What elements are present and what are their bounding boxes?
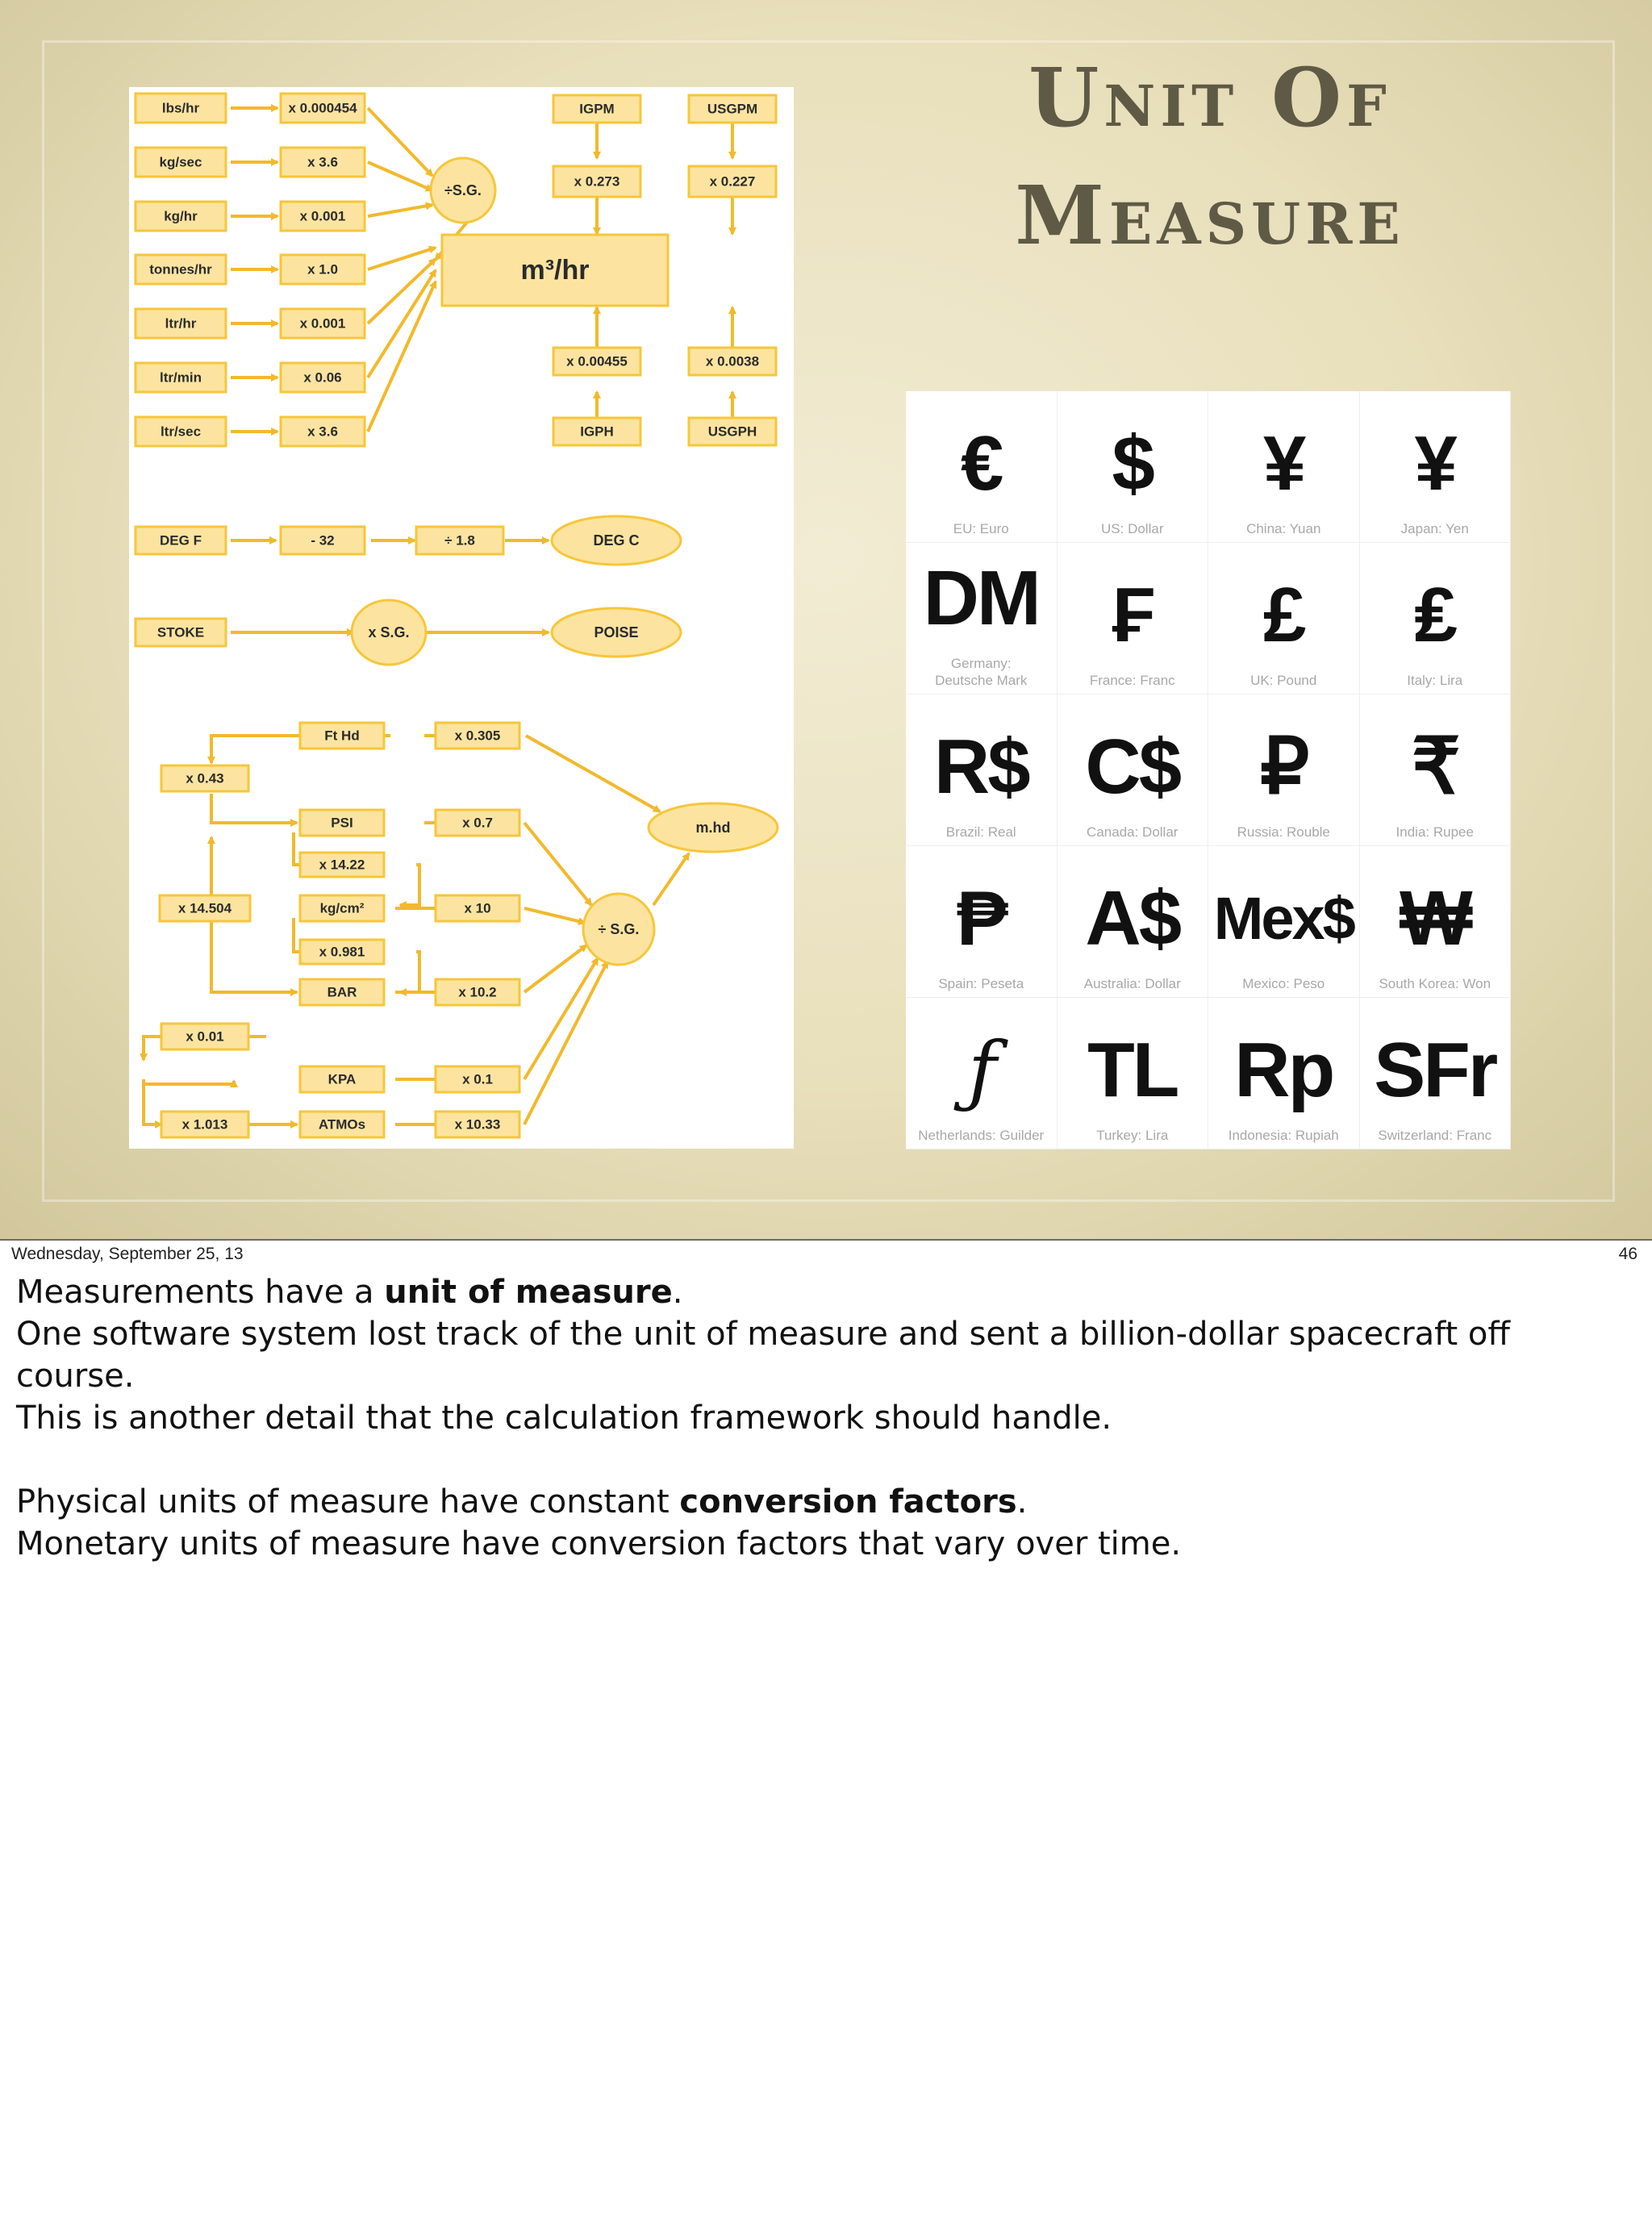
bar-box-label: BAR [327, 984, 357, 1000]
flow-arrow [368, 205, 432, 216]
psi-box-label: PSI [331, 815, 353, 831]
currency-cell [906, 543, 1058, 695]
presenter-notes [16, 1271, 1637, 1565]
currency-cell [1208, 695, 1360, 846]
notes-line-2: One software system lost track of the unit of measure and sent a billion-dollar spacecraft off [16, 1316, 1510, 1353]
minus32-box-label: - 32 [311, 532, 335, 549]
currency-caption: US: Dollar [1101, 521, 1164, 536]
notes-text: Measurements have a [16, 1274, 385, 1311]
x043-box-label: x 0.43 [186, 770, 224, 786]
poise-node-label: POISE [594, 624, 639, 640]
flow-arrow [368, 248, 436, 269]
currency-cell [1360, 543, 1512, 695]
flow-arrow [524, 945, 586, 992]
kpa-box-label: KPA [327, 1071, 357, 1087]
flow-arrow [524, 908, 585, 923]
fthd-box-label: Ft Hd [324, 728, 360, 744]
currency-caption: EU: Euro [953, 521, 1009, 536]
flow-arrow [144, 1079, 234, 1084]
notes-line-5 [16, 1481, 1637, 1523]
slide-title [920, 39, 1500, 274]
notes-text: . [672, 1274, 683, 1311]
flow-unit-box-label: ltr/min [160, 369, 202, 386]
title-line-2: Measure [1015, 168, 1405, 263]
currency-symbol: Mex$ [1213, 885, 1354, 952]
unit-conversion-diagram [129, 87, 794, 1149]
currency-symbol: £ [1263, 572, 1304, 658]
x1013-box-label: x 1.013 [181, 1116, 228, 1133]
currency-symbol: ₱ [956, 875, 1006, 962]
currency-cell [1208, 846, 1360, 998]
igpm-factor-box-label: x 0.273 [574, 173, 620, 190]
flow-factor-box-label: x 0.06 [303, 369, 342, 386]
flow-arrow [368, 259, 436, 323]
currency-symbol: ₽ [1260, 724, 1308, 810]
currency-symbol: ₩ [1399, 875, 1471, 962]
atmos-box-label: ATMOs [318, 1116, 366, 1133]
sg-divide-node-label: ÷S.G. [444, 182, 482, 198]
flow-arrow [653, 853, 689, 905]
currency-symbol: A$ [1085, 875, 1180, 962]
currency-caption: Netherlands: Guilder [918, 1128, 1045, 1143]
flow-arrow [526, 736, 660, 811]
notes-line-1 [16, 1271, 1637, 1313]
currency-cell [1360, 998, 1512, 1149]
flow-unit-box-label: ltr/sec [160, 423, 202, 440]
kgcm2-box-label: kg/cm² [319, 900, 365, 916]
currency-symbol: SFr [1374, 1027, 1496, 1113]
usgpm-factor-box-label: x 0.227 [709, 173, 756, 190]
currency-symbol: R$ [933, 724, 1028, 810]
currency-cell [906, 695, 1058, 846]
currency-caption: Turkey: Lira [1096, 1128, 1169, 1143]
kpa-factor-box-label: x 0.1 [462, 1071, 493, 1087]
currency-caption: Mexico: Peso [1242, 976, 1325, 991]
flow-unit-box-label: tonnes/hr [149, 261, 212, 277]
notes-spacer [16, 1439, 1637, 1481]
currency-cell [1208, 391, 1360, 543]
currency-symbol: ¥ [1414, 420, 1455, 507]
currency-cell [906, 391, 1058, 543]
stoke-box-label: STOKE [156, 624, 205, 640]
currency-symbol: ₣ [1112, 572, 1153, 658]
currency-cell [1360, 391, 1512, 543]
flow-arrow [211, 794, 297, 823]
igph-factor-box-label: x 0.00455 [566, 353, 628, 369]
flow-factor-box-label: x 0.001 [299, 315, 346, 332]
flow-factor-box-label: x 3.6 [307, 154, 338, 170]
x14504-box-label: x 14.504 [177, 900, 232, 916]
flow-factor-box-label: x 0.001 [299, 208, 346, 224]
currency-caption: Italy: Lira [1407, 673, 1463, 688]
currency-cell [1058, 391, 1209, 543]
currency-caption: Spain: Peseta [938, 976, 1024, 991]
fthd-factor-box-label: x 0.305 [454, 728, 501, 744]
flow-factor-box-label: x 1.0 [307, 261, 338, 277]
currency-symbol: C$ [1085, 724, 1180, 810]
usgpm-box-label: USGPM [707, 101, 758, 117]
flow-arrow [211, 926, 297, 992]
currency-cell [1360, 695, 1512, 846]
bar-factor-box-label: x 10.2 [458, 984, 497, 1000]
flow-unit-box-label: kg/sec [159, 154, 202, 170]
notes-line-6: Monetary units of measure have conversion factors that vary over time. [16, 1525, 1182, 1562]
notes-line-4: This is another detail that the calculation framework should handle. [16, 1400, 1112, 1437]
currency-caption: Japan: Yen [1400, 521, 1469, 536]
currency-cell [906, 846, 1058, 998]
flow-arrow [368, 282, 436, 432]
notes-text: . [1016, 1483, 1028, 1521]
igpm-box-label: IGPM [579, 101, 615, 117]
currency-cell [1208, 543, 1360, 695]
currency-symbol: ₹ [1411, 724, 1458, 810]
kgcm2-factor-box-label: x 10 [464, 900, 491, 916]
flow-arrow [524, 823, 591, 905]
flow-arrow [400, 865, 419, 905]
div18-box-label: ÷ 1.8 [444, 532, 475, 549]
flow-arrow [524, 962, 607, 1124]
currency-caption: Indonesia: Rupiah [1228, 1128, 1339, 1143]
notes-text: Physical units of measure have constant [16, 1483, 680, 1521]
currency-cell [1058, 998, 1209, 1149]
currency-caption: Brazil: Real [945, 824, 1016, 840]
currency-cell [1058, 846, 1209, 998]
currency-cell [906, 998, 1058, 1149]
x0981-box-label: x 0.981 [319, 944, 365, 960]
mhd-node-label: m.hd [695, 820, 731, 836]
x001-box-label: x 0.01 [186, 1028, 224, 1045]
currency-caption: Germany: Deutsche Mark [935, 656, 1028, 688]
title-line-1: Unit Of [1028, 50, 1391, 145]
x1422-box-label: x 14.22 [319, 857, 365, 873]
currency-caption: Australia: Dollar [1083, 976, 1181, 991]
currency-cell [1360, 846, 1512, 998]
notes-bold-term: unit of measure [384, 1274, 673, 1311]
flow-unit-box-label: kg/hr [164, 208, 198, 224]
conversion-flow-svg [129, 87, 794, 1149]
flow-factor-box-label: x 0.000454 [288, 100, 357, 116]
usgph-box-label: USGPH [707, 423, 757, 440]
xsg-node-label: x S.G. [368, 624, 410, 640]
currency-symbol: TL [1087, 1027, 1178, 1113]
flow-factor-box-label: x 3.6 [307, 423, 338, 440]
currency-cell [1058, 695, 1209, 846]
currency-caption: Russia: Rouble [1237, 824, 1330, 840]
currency-cell [1058, 543, 1209, 695]
currency-caption: France: Franc [1089, 673, 1175, 688]
usgph-factor-box-label: x 0.0038 [705, 353, 760, 369]
currency-symbol-grid [906, 391, 1511, 1149]
currency-symbol: ¥ [1263, 420, 1304, 507]
currency-symbol: € [961, 420, 1002, 507]
currency-cell [1208, 998, 1360, 1149]
currency-caption: China: Yuan [1246, 521, 1321, 536]
notes-line-3: course. [16, 1358, 135, 1395]
sg2-divide-node-label: ÷ S.G. [598, 921, 640, 937]
currency-symbol: ƒ [967, 1025, 995, 1116]
flow-unit-box-label: ltr/hr [165, 315, 197, 332]
igph-box-label: IGPH [580, 423, 614, 440]
flow-arrow [524, 958, 598, 1079]
currency-caption: South Korea: Won [1379, 976, 1491, 991]
currency-symbol: DM [923, 555, 1039, 641]
flow-arrow [144, 1079, 161, 1124]
currency-symbol: $ [1112, 420, 1153, 507]
flow-unit-box-label: lbs/hr [161, 100, 200, 116]
psi-factor-box-label: x 0.7 [462, 815, 493, 831]
slide-date: Wednesday, September 25, 13 [11, 1245, 244, 1263]
flow-arrow [400, 952, 419, 992]
currency-caption: Canada: Dollar [1087, 824, 1179, 840]
currency-caption: India: Rupee [1395, 824, 1474, 840]
currency-symbol: Rp [1234, 1027, 1333, 1113]
currency-caption: Switzerland: Franc [1378, 1128, 1492, 1143]
target-unit-box-label: m³/hr [520, 255, 590, 286]
currency-caption: UK: Pound [1250, 673, 1317, 688]
degc-node-label: DEG C [593, 532, 640, 549]
slide-number: 46 [1618, 1245, 1637, 1263]
notes-bold-term: conversion factors [679, 1483, 1017, 1521]
currency-symbol: ₤ [1414, 572, 1455, 658]
degf-box-label: DEG F [160, 532, 202, 549]
atmos-factor-box-label: x 10.33 [454, 1116, 501, 1133]
flow-arrow [368, 270, 436, 378]
